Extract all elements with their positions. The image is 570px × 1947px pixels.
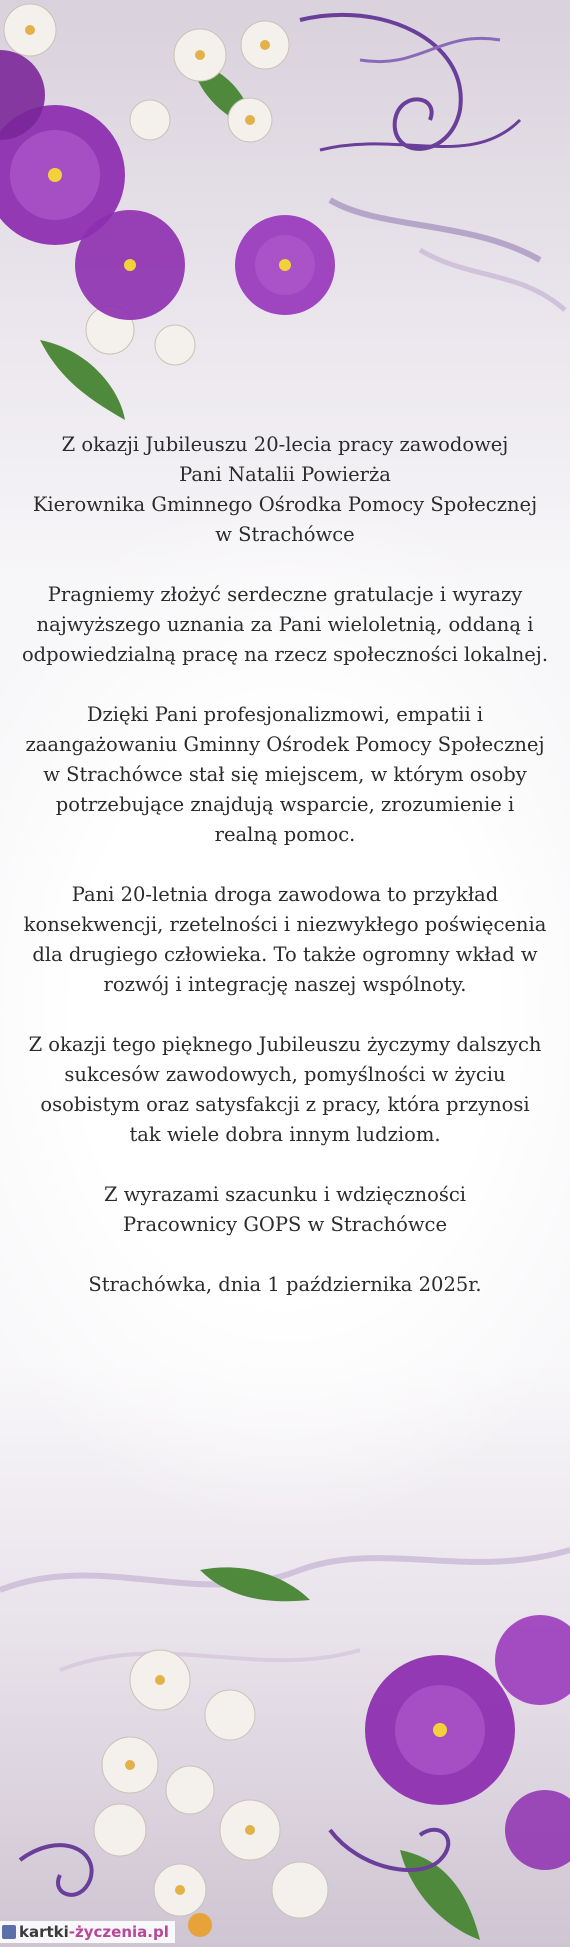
watermark-suffix: -życzenia.pl [68,1923,169,1941]
paragraph-line: rozwój i integrację naszej wspólnoty. [103,973,467,996]
signature-line: Z wyrazami szacunku i wdzięczności [103,1183,467,1206]
purple-flower-icon [365,1615,570,1870]
paragraph-line: dla drugiego człowieka. To także ogromny wkład w [32,943,538,966]
watermark-brand: kartki [19,1923,69,1941]
paragraph-line: sukcesów zawodowych, pomyślności w życiu [64,1063,506,1086]
body-paragraph [20,880,550,1000]
paragraph-line: odpowiedzialną pracę na rzecz społeczności lokalnej. [21,643,549,666]
body-paragraph [20,580,550,670]
paragraph-line: Z okazji tego pięknego Jubileuszu życzymy dalszych [28,1033,542,1056]
header-paragraph [20,430,550,550]
paragraph-line: Dzięki Pani profesjonalizmowi, empatii i [86,703,484,726]
paragraph-line: osobistym oraz satysfakcji z pracy, która przynosi [40,1093,530,1116]
recipient-title: Kierownika Gminnego Ośrodka Pomocy Społecznej [32,493,538,516]
signature [20,1180,550,1240]
paragraph-line: zaangażowaniu Gminny Ośrodek Pomocy Społecznej [25,733,545,756]
white-flower-icon [94,1650,328,1918]
paragraph-line: potrzebujące znajdują wsparcie, zrozumienie i [55,793,515,816]
header-line: Z okazji Jubileuszu 20-lecia pracy zawodowej [61,433,509,456]
site-logo-icon [2,1925,16,1939]
paragraph-line: Pani 20-letnia droga zawodowa to przykład [71,883,499,906]
paragraph-line: najwyższego uznania za Pani wieloletnią, oddaną i [36,613,534,636]
site-watermark[interactable] [0,1921,175,1943]
signature-line: Pracownicy GOPS w Strachówce [123,1213,447,1236]
top-floral-decoration [0,0,570,420]
body-paragraph [20,1030,550,1150]
date-text: Strachówka, dnia 1 października 2025r. [88,1273,482,1296]
swirl-ornament-icon [300,15,565,310]
paragraph-line: konsekwencji, rzetelności i niezwykłego poświęcenia [23,913,547,936]
paragraph-line: Pragniemy złożyć serdeczne gratulacje i wyrazy [47,583,523,606]
body-paragraph [20,700,550,850]
bottom-floral-decoration [0,1530,570,1947]
purple-flower-icon [0,50,335,320]
header-line: w Strachówce [215,523,355,546]
paragraph-line: realną pomoc. [214,823,356,846]
paragraph-line: w Strachówce stał się miejscem, w którym osoby [43,763,527,786]
greeting-text [20,430,550,1330]
recipient-name: Pani Natalii Powierża [179,463,391,486]
paragraph-line: tak wiele dobra innym ludziom. [129,1123,441,1146]
date-line [20,1270,550,1300]
